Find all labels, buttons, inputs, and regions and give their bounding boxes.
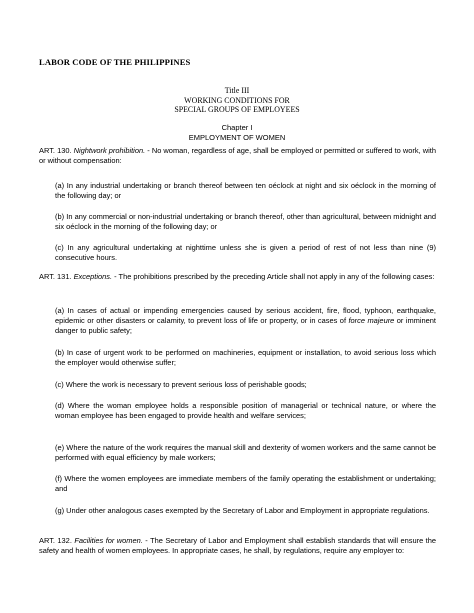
article-130-item-b: (b) In any commercial or non-industrial undertaking or branch thereof, other than agricultural, between midnight and six oéclock in the morning of the following day; or bbox=[55, 212, 436, 231]
article-130-item-c: (c) In any agricultural undertaking at nighttime unless she is given a period of rest of not less than nine (9) consecutive hours. bbox=[55, 243, 436, 262]
article-131-item-d: (d) Where the woman employee holds a responsible position of managerial or technical nature, or where the woman employee has been engaged to provide health and welfare services; bbox=[55, 401, 436, 420]
article-131 bbox=[39, 272, 436, 282]
article-131-item-e: (e) Where the nature of the work requires the manual skill and dexterity of women workers and the same cannot be performed with equal efficiency by male workers; bbox=[55, 443, 436, 462]
article-132-text: - The Secretary of Labor and Employment shall establish standards that will ensure the safety and health of women employees. In appropriate cases, he shall, by regulations, require any employer to: bbox=[39, 536, 436, 555]
force-majeure-term: force majeure bbox=[348, 316, 395, 325]
article-132-heading: Facilities for women. bbox=[74, 536, 143, 545]
article-131-prefix: ART. 131. bbox=[39, 272, 74, 281]
article-131-item-a bbox=[55, 306, 436, 336]
article-131-heading: Exceptions. bbox=[73, 272, 113, 281]
article-130-text: - No woman, regardless of age, shall be employed or permitted or suffered to work, with or without compensation: bbox=[39, 146, 436, 165]
article-130-prefix: ART. 130. bbox=[39, 146, 74, 155]
article-130-item-a: (a) In any industrial undertaking or branch thereof between ten oéclock at night and six oéclock in the morning of the following day; or bbox=[55, 181, 436, 200]
article-131-text: - The prohibitions prescribed by the preceding Article shall not apply in any of the following cases: bbox=[112, 272, 435, 281]
title-number: Title III bbox=[224, 86, 250, 95]
chapter-number: Chapter I bbox=[221, 123, 253, 132]
title-line-2: SPECIAL GROUPS OF EMPLOYEES bbox=[174, 105, 300, 115]
article-131-item-b: (b) In case of urgent work to be performed on machineries, equipment or installation, to avoid serious loss which the employer would otherwise suffer; bbox=[55, 348, 436, 367]
article-131-item-a-tail: or imminent danger to public safety; bbox=[55, 316, 437, 335]
article-130-heading: Nightwork prohibition. bbox=[73, 146, 146, 155]
title-heading bbox=[0, 86, 474, 115]
article-131-item-c: (c) Where the work is necessary to prevent serious loss of perishable goods; bbox=[55, 380, 307, 389]
article-131-item-f: (f) Where the women employees are immediate members of the family operating the establishment or undertaking; and bbox=[55, 474, 436, 493]
chapter-heading bbox=[0, 123, 474, 142]
article-132 bbox=[39, 536, 436, 556]
article-132-prefix: ART. 132. bbox=[39, 536, 75, 545]
article-131-item-g: (g) Under other analogous cases exempted by the Secretary of Labor and Employment in appropriate regulations. bbox=[55, 506, 430, 515]
article-130 bbox=[39, 146, 436, 166]
title-line-1: WORKING CONDITIONS FOR bbox=[184, 95, 290, 105]
article-131-item-a-text: (a) In cases of actual or impending emergencies caused by serious accident, fire, flood, typhoon, earthquake, epidemic or other disasters or calamity, to prevent loss of life or property, or in cases of bbox=[55, 306, 436, 325]
chapter-title: EMPLOYMENT OF WOMEN bbox=[188, 132, 286, 142]
code-title: LABOR CODE OF THE PHILIPPINES bbox=[39, 57, 191, 67]
